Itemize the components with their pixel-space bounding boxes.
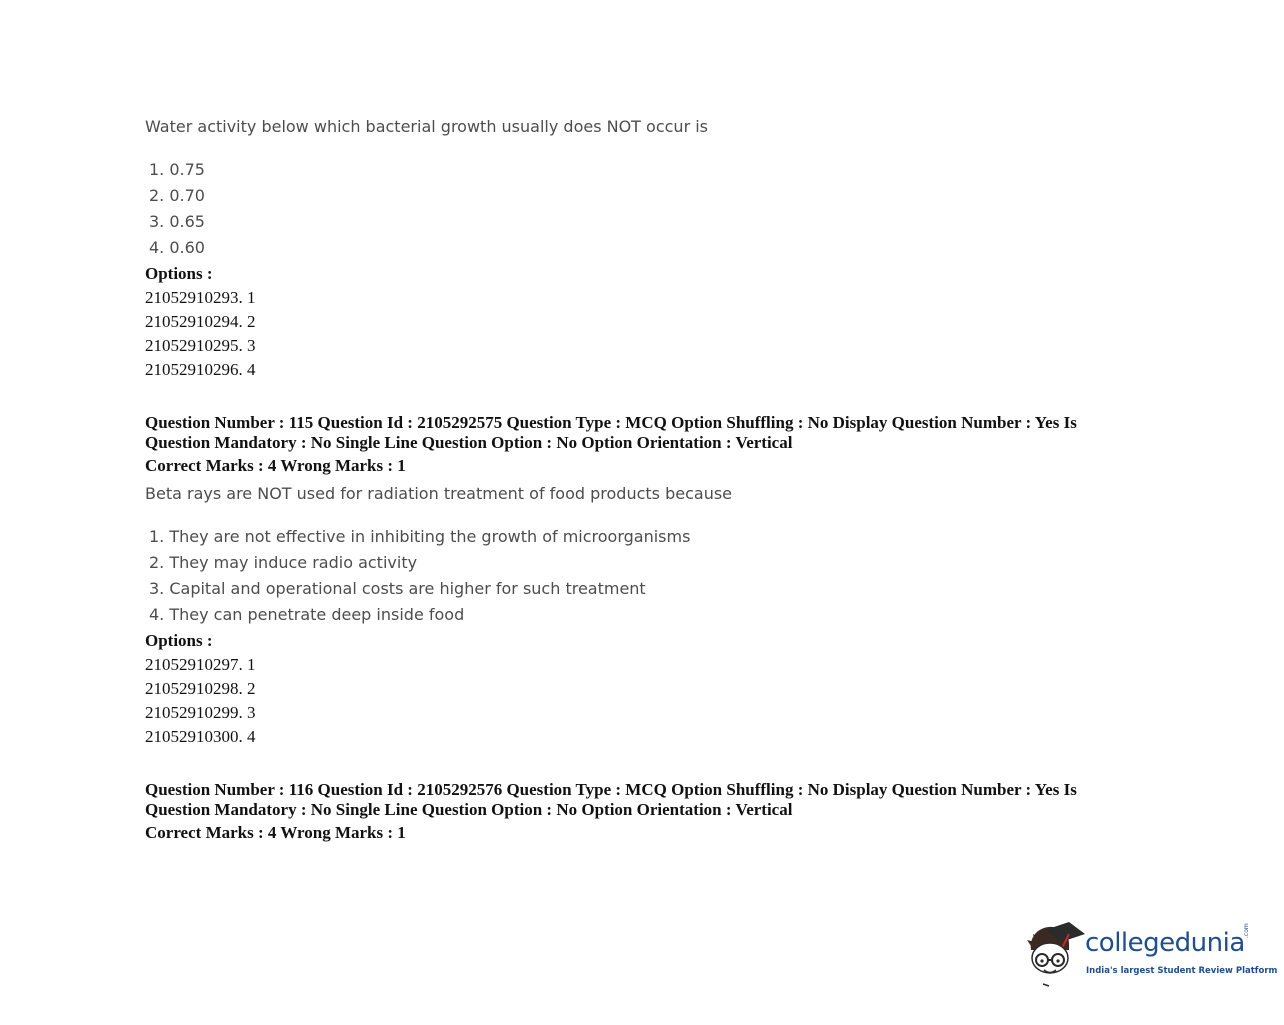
options-label: Options : (145, 631, 213, 650)
options-block (145, 629, 256, 749)
answer-choice: 3. Capital and operational costs are higher for such treatment (149, 579, 646, 598)
options-label: Options : (145, 264, 213, 283)
option-id: 21052910297. 1 (145, 655, 256, 674)
question-text: Water activity below which bacterial growth usually does NOT occur is (145, 117, 709, 136)
answer-choice: 4. 0.60 (149, 238, 205, 257)
question-meta-line: Question Mandatory : No Single Line Question Option : No Option Orientation : Vertical (145, 433, 793, 452)
question-text: Beta rays are NOT used for radiation treatment of food products because (145, 484, 733, 503)
logo-wordmark: collegedunia (1085, 928, 1245, 958)
options-block (145, 262, 256, 382)
answer-choice: 3. 0.65 (149, 212, 205, 231)
option-id: 21052910296. 4 (145, 360, 256, 379)
option-id: 21052910295. 3 (145, 336, 256, 355)
marks-line: Correct Marks : 4 Wrong Marks : 1 (145, 823, 406, 842)
collegedunia-logo (1025, 920, 1278, 990)
answer-choice: 1. 0.75 (149, 160, 205, 179)
option-id: 21052910299. 3 (145, 703, 256, 722)
logo-tagline: India's largest Student Review Platform (1086, 966, 1278, 976)
option-id: 21052910293. 1 (145, 288, 256, 307)
question-meta-line: Question Number : 115 Question Id : 2105292575 Question Type : MCQ Option Shuffling : No Display Question Number : Yes Is (145, 413, 1077, 432)
question-meta (145, 413, 1125, 453)
option-id: 21052910294. 2 (145, 312, 256, 331)
logo-suffix: .com (1243, 923, 1250, 938)
mascot-icon (1025, 920, 1087, 990)
answer-choice: 1. They are not effective in inhibiting the growth of microorganisms (149, 527, 691, 546)
option-id-list (145, 286, 256, 382)
option-id: 21052910298. 2 (145, 679, 256, 698)
answer-choice: 4. They can penetrate deep inside food (149, 605, 465, 624)
answer-choice: 2. 0.70 (149, 186, 205, 205)
answer-choices (149, 157, 205, 261)
option-id-list (145, 653, 256, 749)
question-meta-line: Question Mandatory : No Single Line Question Option : No Option Orientation : Vertical (145, 800, 793, 819)
answer-choice: 2. They may induce radio activity (149, 553, 418, 572)
marks-line: Correct Marks : 4 Wrong Marks : 1 (145, 456, 406, 475)
option-id: 21052910300. 4 (145, 727, 256, 746)
question-meta-line: Question Number : 116 Question Id : 2105292576 Question Type : MCQ Option Shuffling : No Display Question Number : Yes Is (145, 780, 1077, 799)
question-meta (145, 780, 1125, 820)
answer-choices (149, 524, 690, 628)
